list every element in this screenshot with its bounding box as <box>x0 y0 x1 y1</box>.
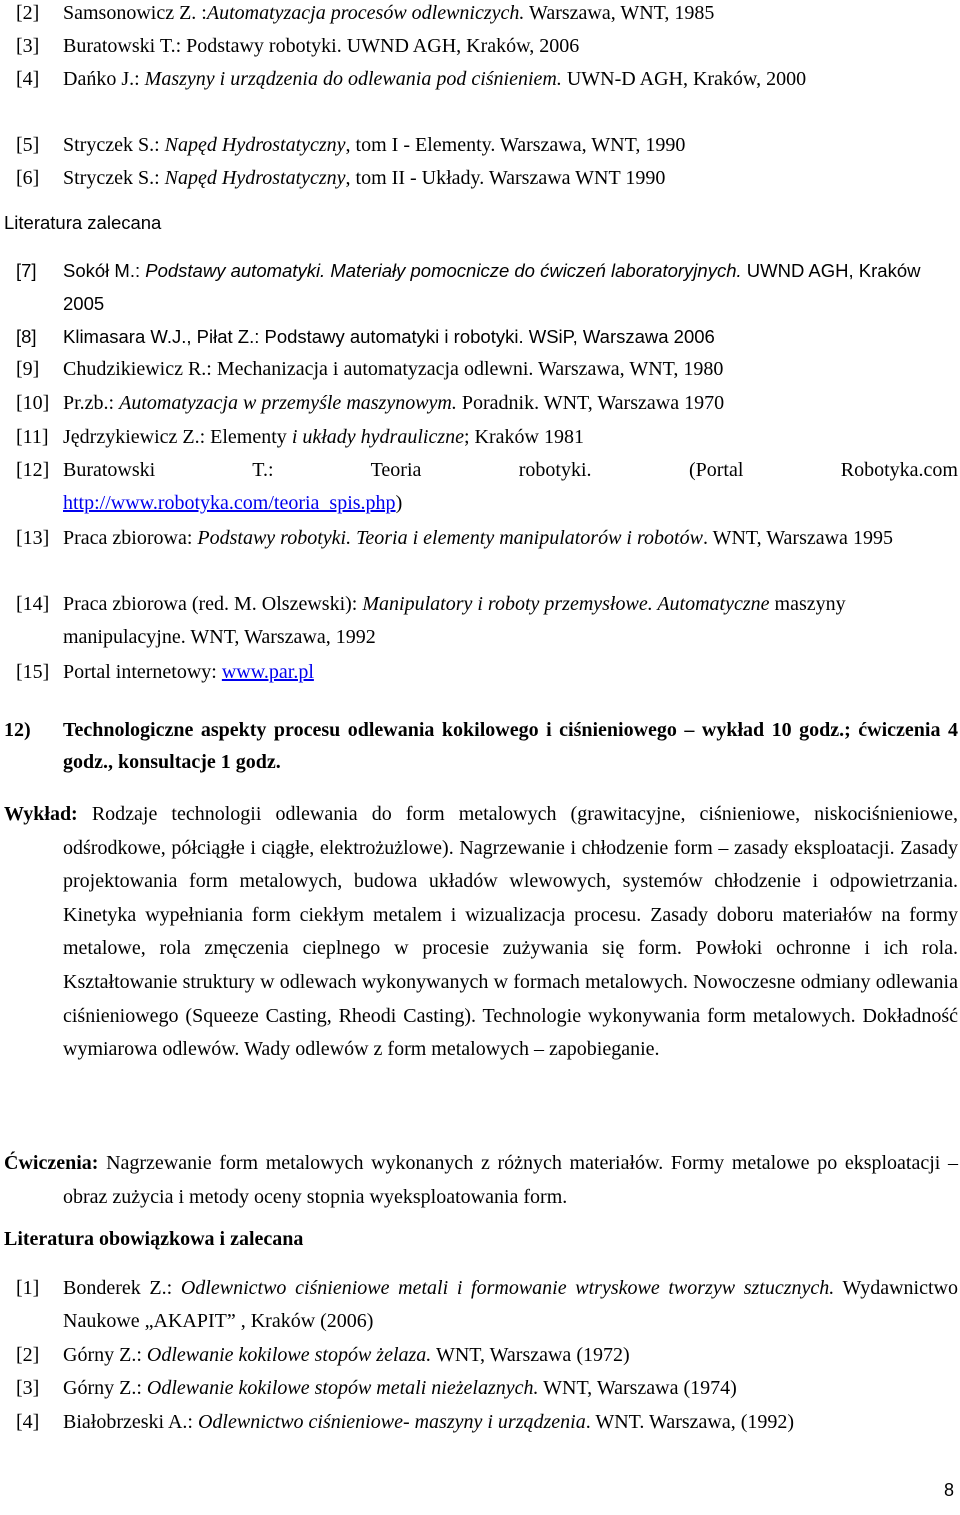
reference-item: [2] Górny Z.: Odlewanie kokilowe stopów żelaza. WNT, Warszawa (1972) <box>16 1339 958 1372</box>
reference-item: [8] Klimasara W.J., Piłat Z.: Podstawy automatyki i robotyki. WSiP, Warszawa 2006 <box>16 320 958 353</box>
reference-item: [7] Sokół M.: Podstawy automatyki. Materiały pomocnicze do ćwiczeń laboratoryjnych. UWND AGH, Kraków 2005 <box>16 254 958 320</box>
reference-item: [6] Stryczek S.: Napęd Hydrostatyczny, tom II - Układy. Warszawa WNT 1990 <box>16 162 958 195</box>
reference-item: [4] Białobrzeski A.: Odlewnictwo ciśnieniowe- maszyny i urządzenia. WNT. Warszawa, (1992) <box>16 1406 958 1439</box>
reference-item: [11] Jędrzykiewicz Z.: Elementy i układy hydrauliczne; Kraków 1981 <box>16 421 958 454</box>
reference-number: [6] <box>16 167 40 189</box>
reference-item: [2] Samsonowicz Z. :Automatyzacja procesów odlewniczych. Warszawa, WNT, 1985 <box>16 0 958 30</box>
reference-item: [14] Praca zbiorowa (red. M. Olszewski): Manipulatory i roboty przemysłowe. Automatyczne maszyny manipulacyjne. WNT, Warszawa, 1992 <box>16 588 958 654</box>
reference-number: [13] <box>16 527 50 549</box>
reference-item: [15] Portal internetowy: www.par.pl <box>16 656 958 689</box>
reference-number: [9] <box>16 358 40 380</box>
reference-item: [4] Dańko J.: Maszyny i urządzenia do odlewania pod ciśnieniem. UWN-D AGH, Kraków, 2000 <box>16 63 958 96</box>
exercises-paragraph: Ćwiczenia: Nagrzewanie form metalowych wykonanych z różnych materiałów. Formy metalowe po eksploatacji – obraz zużycia i metody oceny stopnia wyeksploatowania form. <box>4 1152 959 1208</box>
reference-item: [12] Buratowski T.: Teoria robotyki. (Portal Robotyka.com http://www.robotyka.com/teoria_spis.php) <box>16 454 958 520</box>
reference-number: [7] <box>16 260 37 281</box>
reference-link[interactable]: http://www.robotyka.com/teoria_spis.php <box>63 492 396 514</box>
reference-item: [5] Stryczek S.: Napęd Hydrostatyczny, tom I - Elementy. Warszawa, WNT, 1990 <box>16 129 958 162</box>
reference-number: [8] <box>16 326 37 347</box>
reference-number: [3] <box>16 35 40 57</box>
reference-link[interactable]: www.par.pl <box>221 661 314 683</box>
reference-number: [1] <box>16 1277 40 1299</box>
reference-number: [2] <box>16 1344 40 1366</box>
section-heading: Literatura zalecana <box>4 212 162 233</box>
lecture-paragraph: Wykład: Rodzaje technologii odlewania do form metalowych (grawitacyjne, ciśnieniowe, niskociśnieniowe, odśrodkowe, półciągłe i ciągłe, elektrożużlowe). Nagrzewanie i chłodzenie form – zasady eksploatacji. Zasady projektowania form metalowych, budowa układów wlewowych, systemów chłodzenie i odpowietrzania. Kinetyka wypełniania form ciekłym metalem i wizualizacja procesu. Zasady doboru materiałów na formy metalowe, rola zmęczenia cieplnego w procesie zużywania się form. Powłoki ochronne i ich rola. Kształtowanie struktury w odlewach wykonywanych w formach metalowych. Nowoczesne odmiany odlewania ciśnieniowego (Squeeze Casting, Rheodi Casting). Technologie wykonywania form metalowych. Dokładność wymiarowa odlewów. Wady odlewów z form metalowych – zapobieganie. <box>4 803 959 1061</box>
reference-number: [4] <box>16 68 40 90</box>
reference-number: [2] <box>16 2 40 24</box>
reference-number: [10] <box>16 392 50 414</box>
reference-item: [10] Pr.zb.: Automatyzacja w przemyśle maszynowym. Poradnik. WNT, Warszawa 1970 <box>16 387 958 420</box>
reference-number: [5] <box>16 134 40 156</box>
reference-item: [9] Chudzikiewicz R.: Mechanizacja i automatyzacja odlewni. Warszawa, WNT, 1980 <box>16 353 958 386</box>
reference-number: [4] <box>16 1411 40 1433</box>
section-heading: Literatura obowiązkowa i zalecana <box>4 1228 304 1250</box>
page-number: 8 <box>943 1480 954 1500</box>
reference-number: [3] <box>16 1377 40 1399</box>
reference-number: [11] <box>16 426 49 448</box>
reference-item: [3] Górny Z.: Odlewanie kokilowe stopów metali nieżelaznych. WNT, Warszawa (1974) <box>16 1372 958 1405</box>
reference-item: [13] Praca zbiorowa: Podstawy robotyki. Teoria i elementy manipulatorów i robotów. WNT, Warszawa 1995 <box>16 522 958 555</box>
reference-item: [3] Buratowski T.: Podstawy robotyki. UWND AGH, Kraków, 2006 <box>16 30 958 63</box>
reference-item: [1] Bonderek Z.: Odlewnictwo ciśnieniowe metali i formowanie wtryskowe tworzyw sztucznych. Wydawnictwo Naukowe „AKAPIT” , Kraków (2006) <box>16 1272 958 1338</box>
reference-number: [15] <box>16 661 50 683</box>
reference-number: [14] <box>16 593 50 615</box>
reference-number: [12] <box>16 459 50 481</box>
section-title: 12) Technologiczne aspekty procesu odlewania kokilowego i ciśnieniowego – wykład 10 godz.; ćwiczenia 4 godz., konsultacje 1 godz. <box>4 719 958 773</box>
